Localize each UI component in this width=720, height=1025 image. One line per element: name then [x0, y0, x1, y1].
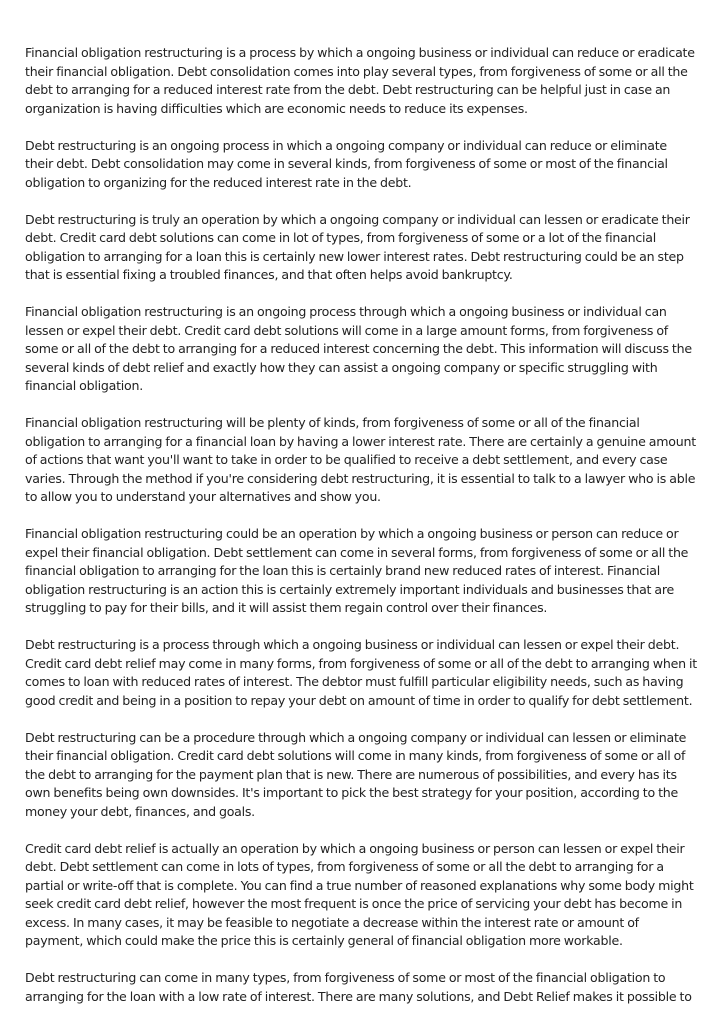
paragraph-10: Debt restructuring can come in many types, from forgiveness of some or most of the financial obligation to arranging for the loan with a low rate of interest. There are many solutions, and Debt Relief makes it possible to	[25, 970, 692, 1004]
paragraph-3: Debt restructuring is truly an operation by which a ongoing company or individual can lessen or eradicate their debt. Credit card debt solutions can come in lot of types, from forgiveness of some or a lot of the financial obligation to arranging for a loan this is certainly new lower interest rates. Debt restructuring could be an step that is essential fixing a troubled finances, and that often helps avoid bankruptcy.	[25, 211, 690, 282]
paragraph-6: Financial obligation restructuring could be an operation by which a ongoing business or person can reduce or expel their financial obligation. Debt settlement can come in several forms, from forgiveness of some or all the financial obligation to arranging for the loan this is certainly brand new reduced rates of interest. Financial obligation restructuring is an action this is certainly extremely important individuals and businesses that are struggling to pay for their bills, and it will assist them regain control over their finances.	[25, 526, 689, 615]
paragraph-1: Financial obligation restructuring is a process by which a ongoing business or individual can reduce or eradicate their financial obligation. Debt consolidation comes into play several types, from forgiveness of some or all the debt to arranging for a reduced interest rate from the debt. Debt restructuring can be helpful just in case an organization is having difficulties which are economic needs to reduce its expenses.	[25, 45, 695, 116]
paragraph-4: Financial obligation restructuring is an ongoing process through which a ongoing business or individual can lessen or expel their debt. Credit card debt solutions will come in a large amount forms, from forgiveness of some or all of the debt to arranging for a reduced interest concerning the debt. This information will discuss the several kinds of debt relief and exactly how they can assist a ongoing company or specific struggling with financial obligation.	[25, 304, 692, 393]
paragraph-7: Debt restructuring is a process through which a ongoing business or individual can lessen or expel their debt. Credit card debt relief may come in many forms, from forgiveness of some or all of the debt to arranging when it comes to loan with reduced rates of interest. The debtor must fulfill particular eligibility needs, such as having good credit and being in a position to repay your debt on amount of time in order to qualify for debt settlement.	[25, 637, 697, 708]
paragraph-9: Credit card debt relief is actually an operation by which a ongoing business or person can lessen or expel their debt. Debt settlement can come in lots of types, from forgiveness of some or all the debt to arranging for a partial or write-off that is complete. You can find a true number of reasoned explanations why some body might seek credit card debt relief, however the most frequent is once the price of servicing your debt has become in excess. In many cases, it may be feasible to negotiate a decrease within the interest rate or amount of payment, which could make the price this is certainly general of financial obligation more workable.	[25, 840, 694, 948]
paragraph-5: Financial obligation restructuring will be plenty of kinds, from forgiveness of some or all of the financial obligation to arranging for a financial loan by having a lower interest rate. There are certainly a genuine amount of actions that want you'll want to take in order to be qualified to receive a debt settlement, and every case varies. Through the method if you're considering debt restructuring, it is essential to talk to a lawyer who is able to allow you to understand your alternatives and show you.	[25, 415, 696, 504]
paragraph-2: Debt restructuring is an ongoing process in which a ongoing company or individual can reduce or eliminate their debt. Debt consolidation may come in several kinds, from forgiveness of some or most of the financial obligation to organizing for the reduced interest rate in the debt.	[25, 137, 668, 190]
article-body	[25, 44, 697, 1025]
paragraph-8: Debt restructuring can be a procedure through which a ongoing company or individual can lessen or eliminate their financial obligation. Credit card debt solutions will come in many kinds, from forgiveness of some or all of the debt to arranging for the payment plan that is new. There are numerous of possibilities, and every has its own benefits being own downsides. It's important to pick the best strategy for your position, according to the money your debt, finances, and goals.	[25, 729, 687, 819]
